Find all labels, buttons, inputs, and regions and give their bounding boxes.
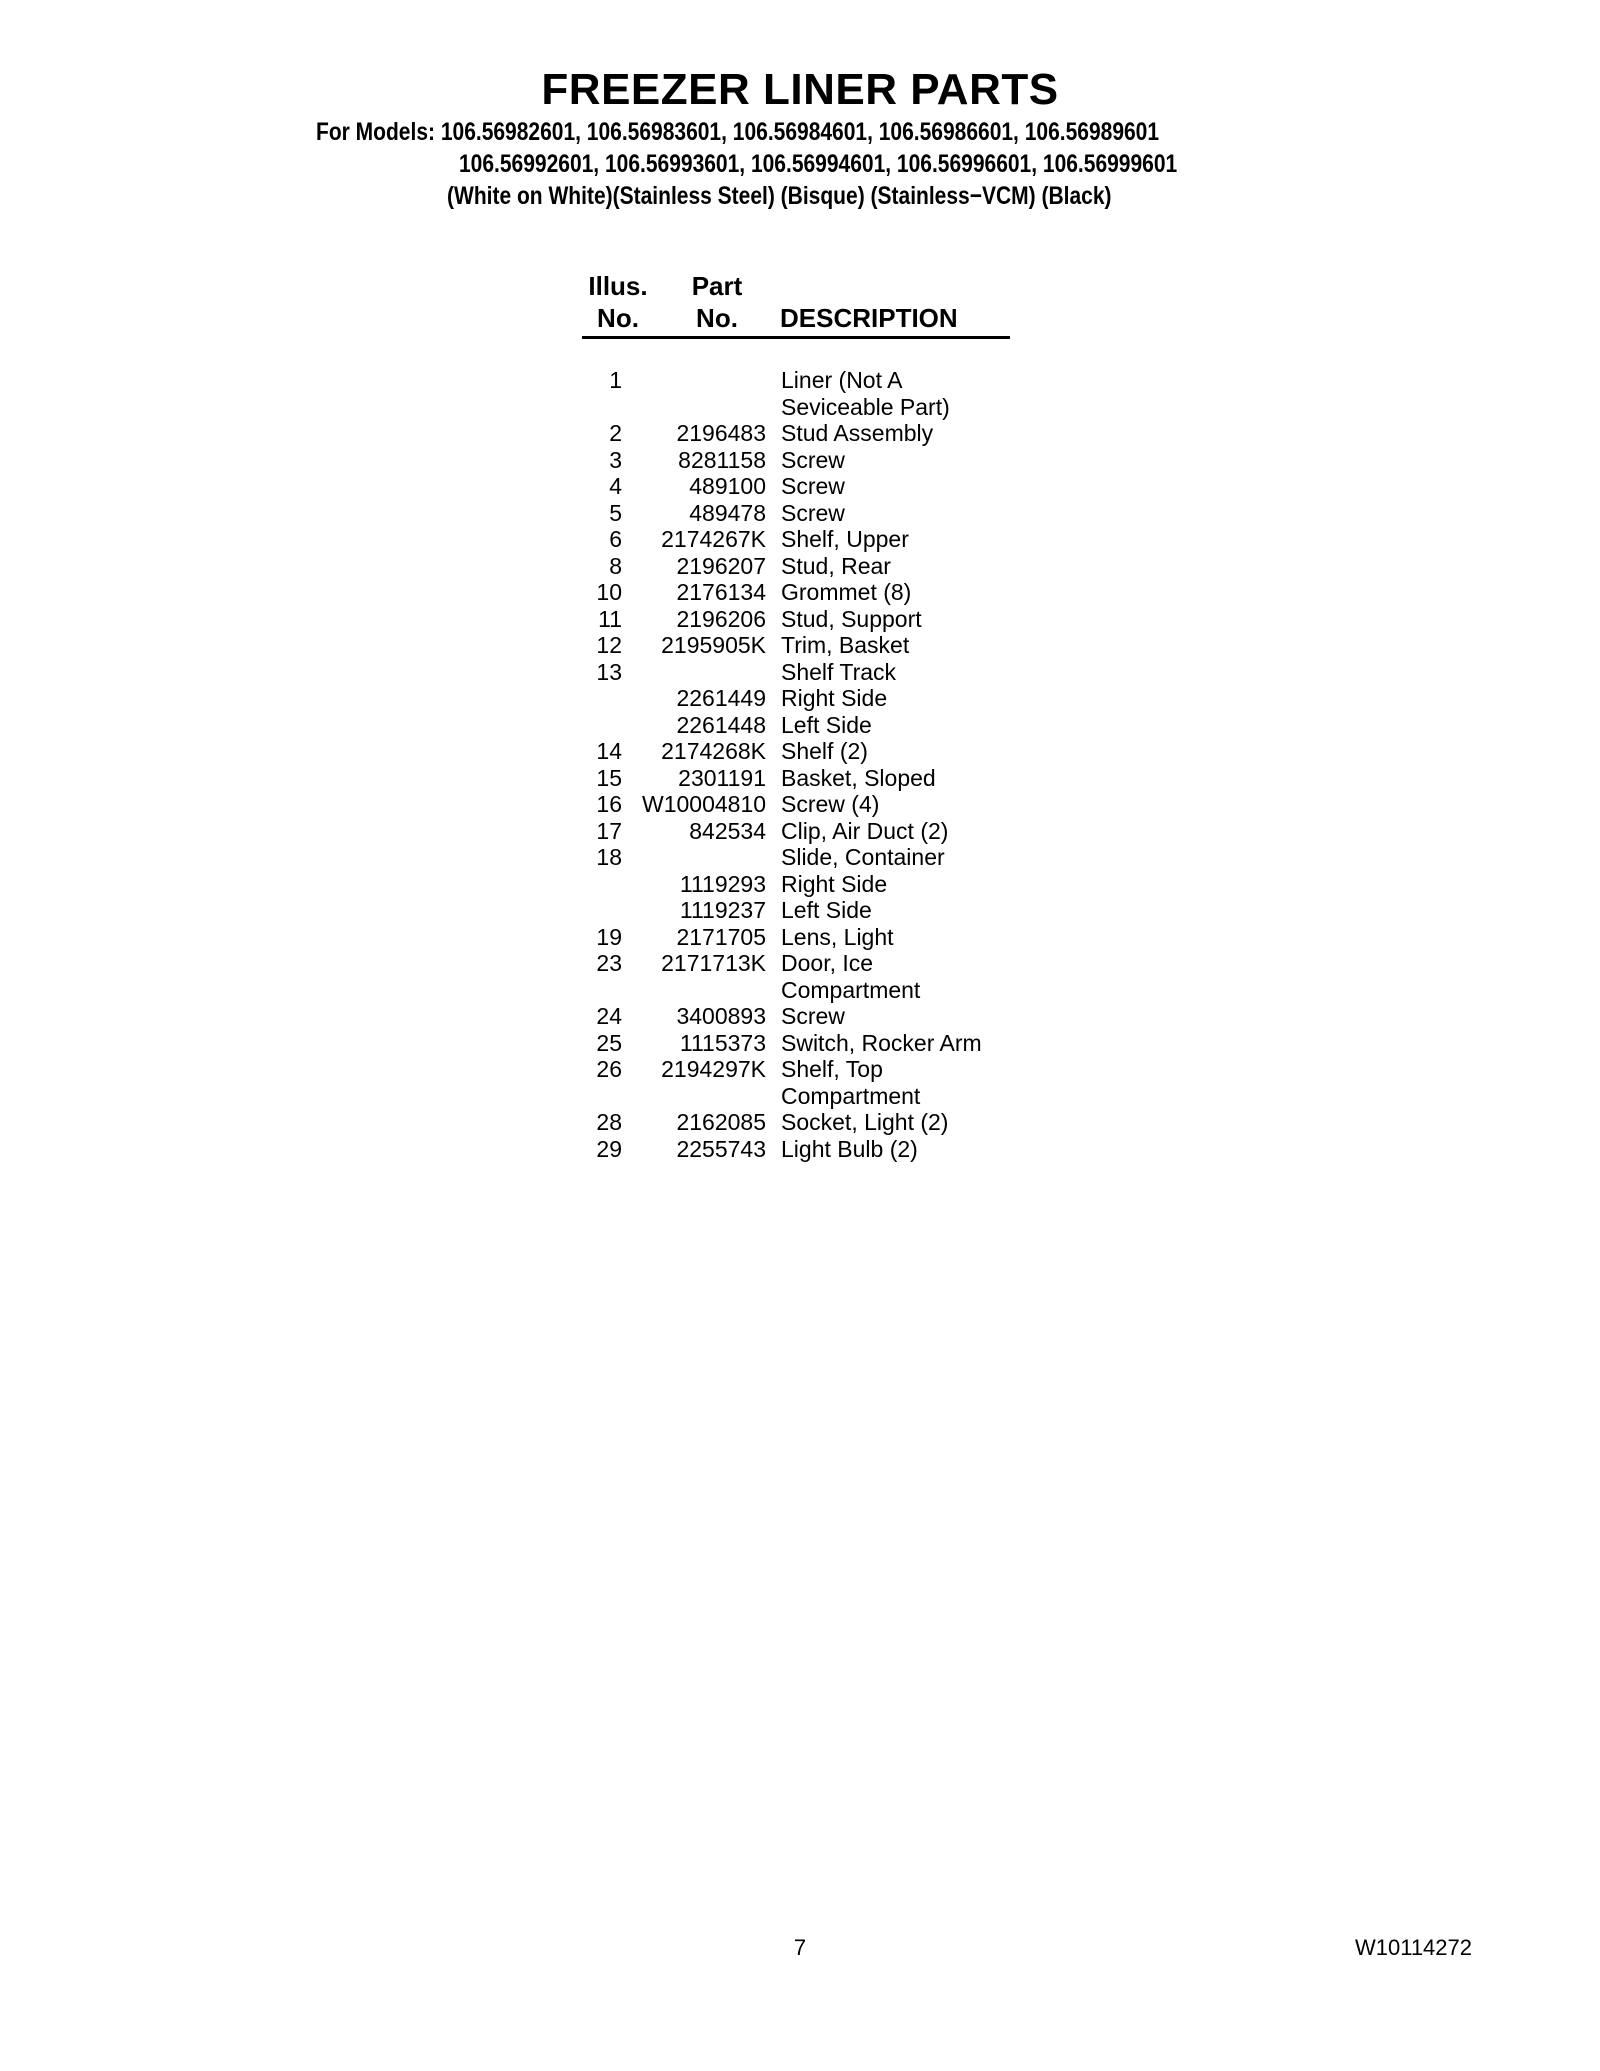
part-description: Liner (Not A (781, 367, 903, 393)
illus-header-top: Illus. (588, 271, 648, 301)
part-number: 1119237 (679, 897, 766, 923)
table-row (582, 1083, 1022, 1110)
part-number: 3400893 (676, 1003, 766, 1029)
table-row (582, 606, 1022, 633)
part-number: 489100 (689, 473, 766, 499)
part-description: Compartment (781, 1082, 921, 1109)
illus-number: 4 (609, 473, 622, 499)
table-row (582, 526, 1022, 553)
part-number: 2174268K (661, 738, 766, 764)
table-row (582, 659, 1022, 686)
part-description: Grommet (8) (781, 579, 912, 605)
table-row (582, 1003, 1022, 1030)
part-description: Basket, Sloped (781, 764, 936, 791)
part-description: Screw (781, 446, 845, 473)
part-description: Stud Assembly (781, 420, 934, 446)
part-description: Slide, Container (781, 844, 945, 870)
illus-number: 3 (609, 446, 622, 473)
illus-number: 24 (596, 1003, 622, 1029)
part-number: 2174267K (661, 526, 766, 552)
illus-number: 14 (596, 738, 622, 764)
part-description: Light Bulb (2) (781, 1135, 918, 1162)
illus-number: 15 (596, 764, 622, 791)
part-description: Shelf Track (781, 658, 897, 685)
part-description: Shelf, Top (781, 1056, 883, 1082)
part-description: Socket, Light (2) (781, 1109, 949, 1135)
table-row (582, 447, 1022, 474)
illus-number: 25 (596, 1029, 622, 1056)
part-description: Screw (781, 499, 845, 526)
part-description: Door, Ice (781, 950, 874, 976)
part-header-top: Part (691, 271, 743, 301)
illus-number: 29 (596, 1135, 622, 1162)
illus-header-bottom: No. (597, 303, 639, 333)
part-description: Shelf (2) (781, 738, 868, 764)
table-row (582, 818, 1022, 845)
illus-number: 10 (596, 579, 622, 605)
table-row (582, 950, 1022, 977)
table-row (582, 897, 1022, 924)
illus-number: 18 (596, 844, 622, 870)
table-row (582, 394, 1022, 421)
part-number: 8281158 (678, 446, 766, 473)
models-line-3: (White on White)(Stainless Steel) (Bisque) (Stainless−VCM) (Black) (447, 182, 1112, 210)
table-row (582, 367, 1022, 394)
part-number: 2301191 (678, 764, 766, 791)
part-number: 2194297K (661, 1056, 766, 1082)
models-line-2: 106.56992601, 106.56993601, 106.56994601, 106.56996601, 106.56999601 (459, 150, 1178, 178)
table-row (582, 579, 1022, 606)
part-number: W10004810 (642, 791, 767, 817)
page-title: FREEZER LINER PARTS (541, 65, 1059, 114)
illus-number: 1 (609, 367, 622, 393)
part-description: Right Side (781, 685, 888, 711)
part-description: Switch, Rocker Arm (781, 1029, 982, 1056)
table-row (582, 1136, 1022, 1163)
parts-table (582, 367, 1022, 1162)
part-number: 2261449 (676, 685, 766, 711)
models-line-1: For Models: 106.56982601, 106.56983601, 106.56984601, 106.56986601, 106.56989601 (316, 118, 1160, 146)
part-number: 1119293 (679, 870, 766, 897)
part-header-bottom: No. (696, 303, 738, 333)
part-number: 2196207 (676, 552, 766, 579)
part-number: 2255743 (676, 1135, 766, 1162)
illus-number: 28 (596, 1109, 622, 1135)
part-number: 489478 (689, 499, 766, 526)
part-description: Stud, Rear (781, 552, 891, 579)
part-description: Compartment (781, 976, 921, 1003)
illus-number: 16 (596, 791, 622, 817)
illus-number: 6 (609, 526, 622, 552)
part-number: 2261448 (676, 711, 766, 738)
table-row (582, 977, 1022, 1004)
table-row (582, 685, 1022, 712)
illus-number: 2 (609, 420, 622, 446)
part-number: 2196206 (676, 605, 766, 632)
part-description: Right Side (781, 870, 888, 897)
table-row (582, 420, 1022, 447)
part-description: Left Side (781, 897, 872, 923)
illus-number: 26 (596, 1056, 622, 1082)
table-row (582, 712, 1022, 739)
table-row (582, 473, 1022, 500)
page-number: 7 (793, 1935, 807, 1960)
part-number: 2171705 (676, 923, 766, 950)
document-number: W10114272 (1354, 1935, 1472, 1960)
part-number: 2196483 (676, 420, 766, 446)
table-row (582, 871, 1022, 898)
illus-number: 23 (596, 950, 622, 976)
table-row (582, 844, 1022, 871)
part-description: Shelf, Upper (781, 526, 909, 552)
part-number: 1115373 (679, 1029, 766, 1056)
table-row (582, 765, 1022, 792)
table-row (582, 1109, 1022, 1136)
table-row (582, 500, 1022, 527)
part-description: Screw (781, 1003, 845, 1029)
part-description: Screw (4) (781, 791, 880, 817)
part-description: Seviceable Part) (781, 393, 950, 420)
part-description: Screw (781, 473, 845, 499)
table-row (582, 791, 1022, 818)
table-row (582, 1056, 1022, 1083)
header-divider (582, 336, 1010, 339)
part-number: 2162085 (676, 1109, 766, 1135)
part-description: Clip, Air Duct (2) (781, 817, 949, 844)
part-description: Stud, Support (781, 605, 922, 632)
illus-number: 13 (596, 658, 622, 685)
part-number: 2176134 (676, 579, 766, 605)
illus-number: 12 (596, 632, 622, 658)
part-description: Lens, Light (781, 923, 894, 950)
table-row (582, 738, 1022, 765)
part-number: 2171713K (661, 950, 766, 976)
illus-number: 11 (598, 605, 622, 632)
part-description: Trim, Basket (781, 632, 910, 658)
table-row (582, 1030, 1022, 1057)
part-description: Left Side (781, 711, 872, 738)
illus-number: 17 (596, 817, 622, 844)
illus-number: 19 (596, 923, 622, 950)
table-row (582, 924, 1022, 951)
illus-number: 8 (609, 552, 622, 579)
illus-number: 5 (609, 499, 622, 526)
table-row (582, 553, 1022, 580)
part-number: 842534 (689, 817, 766, 844)
description-header: DESCRIPTION (780, 303, 958, 333)
table-row (582, 632, 1022, 659)
part-number: 2195905K (661, 632, 766, 658)
